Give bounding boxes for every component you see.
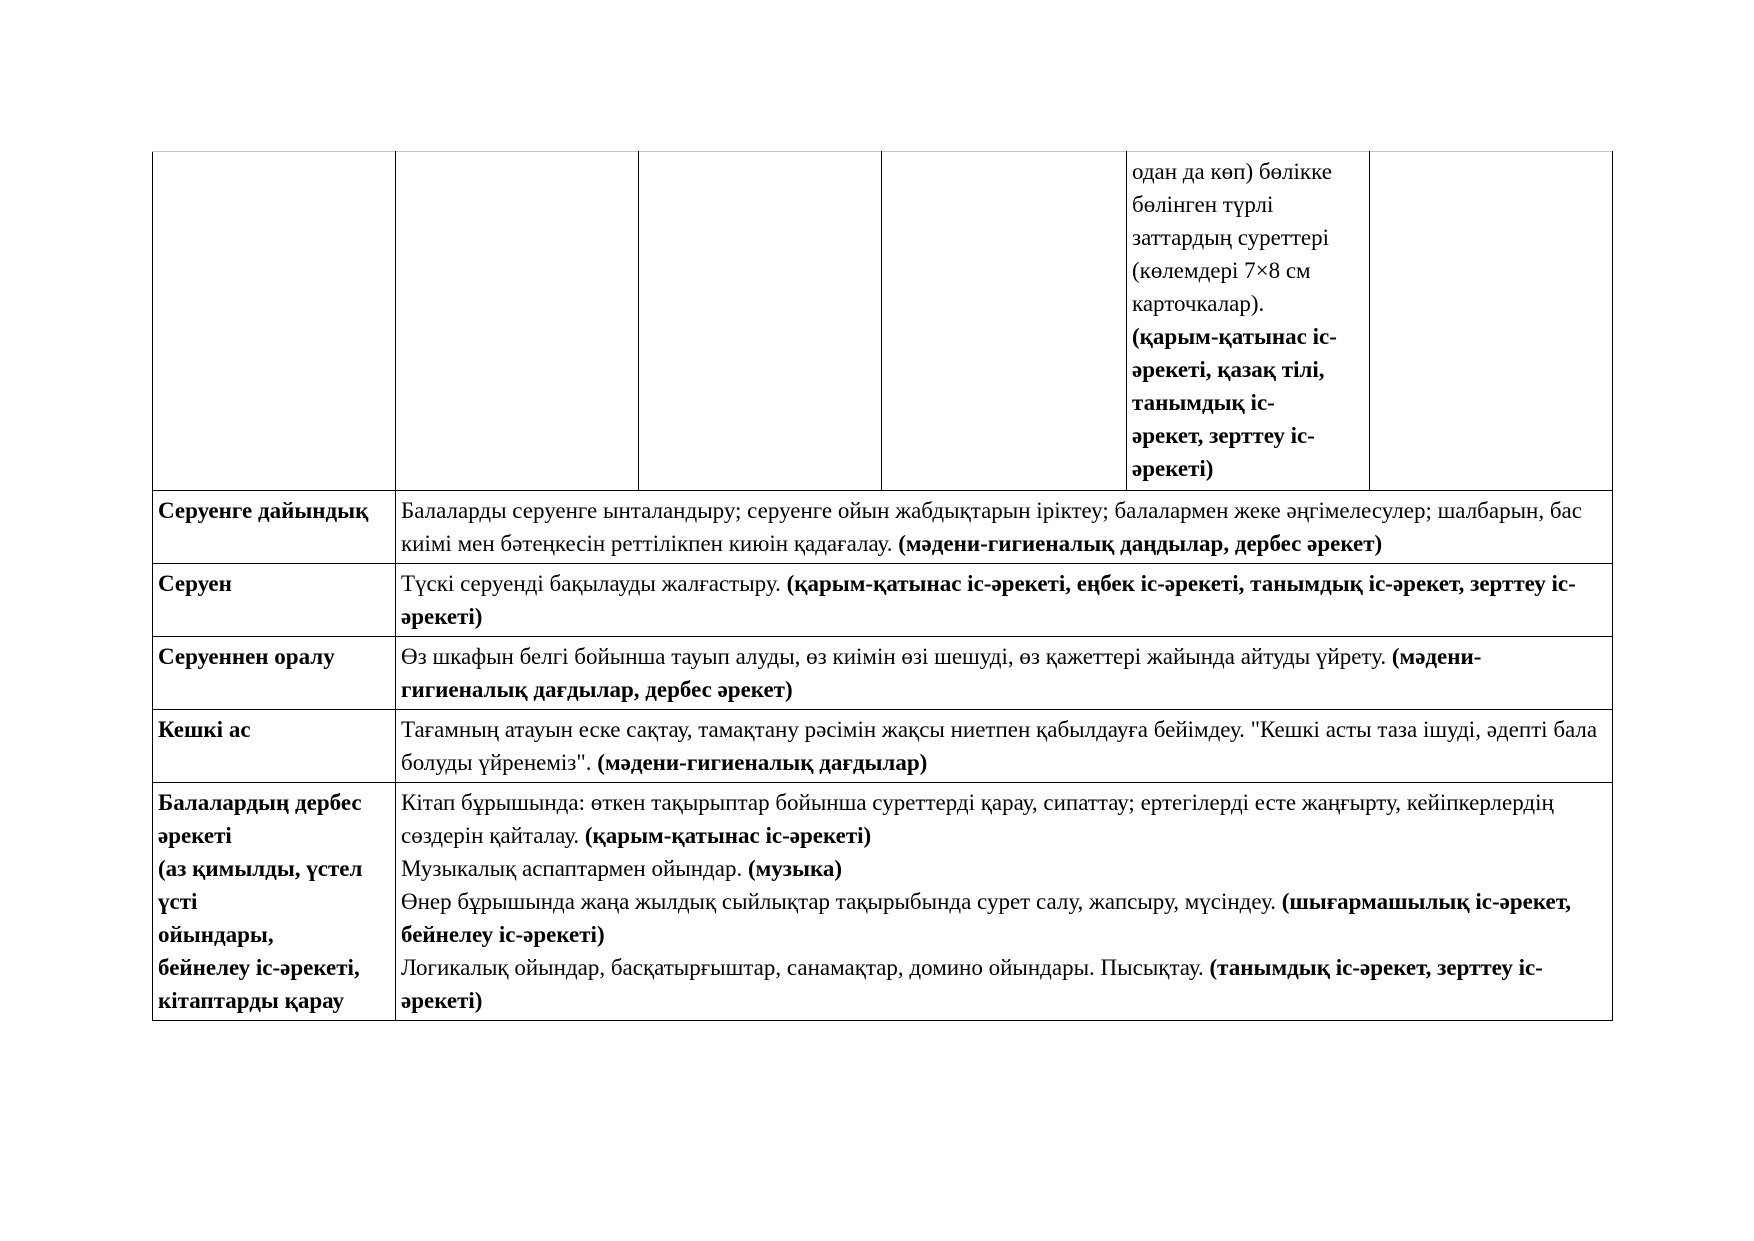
row-content [396, 637, 1613, 710]
row-content [396, 710, 1613, 783]
row-label: Кешкі ас [153, 710, 396, 783]
cell-line: карточкалар). [1132, 291, 1265, 316]
table-row-continuation [153, 152, 1613, 491]
row-label-line: үсті [158, 889, 198, 914]
row-text: Балаларды серуенге ынталандыру; серуенге ойын жабдықтарын іріктеу; балалармен жеке әңгімелесулер; шалбарын, бас киімі мен бәтеңкесін реттілікпен киюін қадағалау. [401, 498, 1582, 556]
empty-cell [639, 152, 882, 491]
schedule-table [152, 151, 1613, 1021]
activity-tag: (қарым-қатынас іс-әрекеті) [584, 823, 872, 848]
activity-tag: (мәдени-гигиеналық дағдылар, дербес әрекет) [401, 644, 1482, 702]
activity-tag-line: әрекет, зерттеу іс- [1132, 423, 1315, 448]
row-label-line: ойындары, [158, 922, 274, 947]
activity-tag-line: әрекеті) [1132, 456, 1214, 481]
empty-cell [1370, 152, 1613, 491]
empty-cell [153, 152, 396, 491]
empty-cell [396, 152, 639, 491]
activity-paragraph [401, 885, 1608, 951]
row-text: Тағамның атауын еске сақтау, тамақтану рәсімін жақсы ниетпен қабылдауға бейімдеу. "Кешкі асты таза ішуді, әдепті бала болуды үйренеміз". [401, 717, 1598, 775]
activity-tag: (шығармашылық іс-әрекет, бейнелеу іс-әрекеті) [401, 889, 1572, 947]
row-label [153, 783, 396, 1021]
row-text: Музыкалық аспаптармен ойындар. [401, 856, 743, 881]
row-text: Түскі серуенді бақылауды жалғастыру. [401, 571, 781, 596]
row-label-line: (аз қимылды, үстел [158, 856, 363, 881]
activity-tag: (мәдени-гигиеналық дағдылар) [597, 750, 928, 775]
activity-tag: (қарым-қатынас іс-әрекеті, еңбек іс-әрекеті, танымдық іс-әрекет, зерттеу іс-әрекеті) [401, 571, 1576, 629]
activity-paragraph [401, 786, 1608, 852]
row-text: Өнер бұрышында жаңа жылдық сыйлықтар тақырыбында сурет салу, жапсыру, мүсіндеу. [401, 889, 1276, 914]
row-label: Серуеннен оралу [153, 637, 396, 710]
row-label-line: бейнелеу іс-әрекеті, [158, 955, 360, 980]
row-content [396, 564, 1613, 637]
activity-tag: (мәдени-гигиеналық даңдылар, дербес әрекет) [898, 531, 1383, 556]
activity-tag: (танымдық іс-әрекет, зерттеу іс-әрекеті) [401, 955, 1543, 1013]
row-text: Өз шкафын белгі бойынша тауып алуды, өз киімін өзі шешуді, өз қажеттері жайында айтуды үйрету. [401, 644, 1387, 669]
materials-cell [1127, 152, 1370, 491]
empty-cell [882, 152, 1127, 491]
table-row [153, 783, 1613, 1021]
cell-line: одан да көп) бөлікке [1132, 159, 1332, 184]
row-text: Логикалық ойындар, басқатырғыштар, санамақтар, домино ойындары. Пысықтау. [401, 955, 1204, 980]
row-label-line: Балалардың дербес [158, 790, 362, 815]
activity-paragraph [401, 852, 1608, 885]
activity-tag-line: (қарым-қатынас іс- [1132, 324, 1337, 349]
activity-tag-line: танымдық іс- [1132, 390, 1275, 415]
table-row [153, 637, 1613, 710]
activity-paragraph [401, 951, 1608, 1017]
row-label-line: кітаптарды қарау [158, 988, 344, 1013]
row-content [396, 491, 1613, 564]
activity-tag-line: әрекеті, қазақ тілі, [1132, 357, 1325, 382]
row-content [396, 783, 1613, 1021]
table-row [153, 491, 1613, 564]
activity-tag: (музыка) [747, 856, 843, 881]
cell-line: бөлінген түрлі [1132, 192, 1274, 217]
row-text: Кітап бұрышында: өткен тақырыптар бойынша суреттерді қарау, сипаттау; ертегілерді есте жаңғырту, кейіпкерлердің сөздерін қайталау. [401, 790, 1554, 848]
row-label: Серуен [153, 564, 396, 637]
table-row [153, 710, 1613, 783]
cell-line: (көлемдері 7×8 см [1132, 258, 1311, 283]
row-label-line: әрекеті [158, 823, 232, 848]
row-label: Серуенге дайындық [153, 491, 396, 564]
table-row [153, 564, 1613, 637]
cell-line: заттардың суреттері [1132, 225, 1330, 250]
